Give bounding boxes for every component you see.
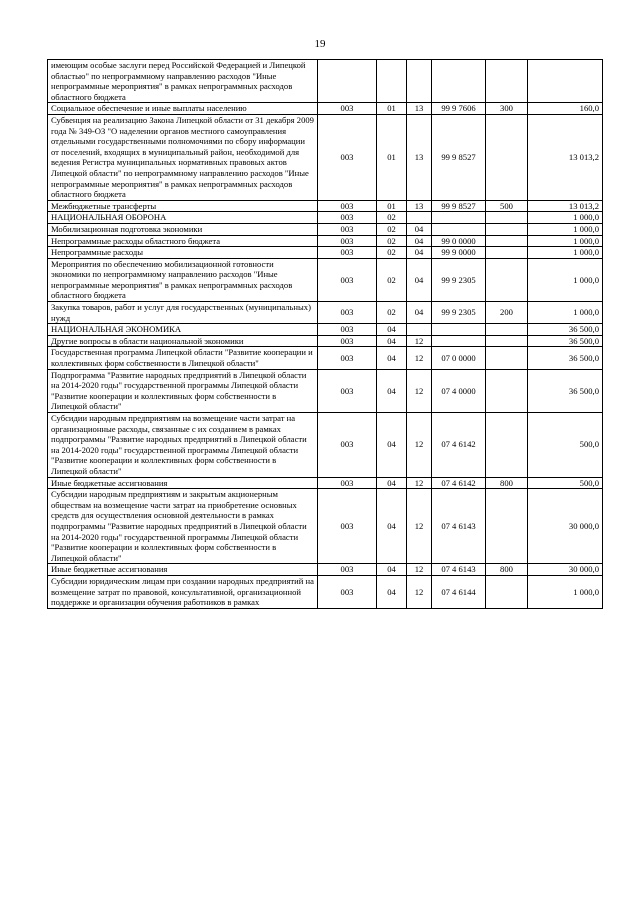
expense-type-code bbox=[486, 575, 528, 608]
department-code: 003 bbox=[318, 369, 377, 412]
amount: 36 500,0 bbox=[528, 335, 603, 347]
item-name: Мероприятия по обеспечению мобилизационной готовности экономики по непрограммному направлению расходов "Иные непрограммные мероприятия" в рамках непрограммных расходов областного бюджета bbox=[48, 258, 318, 301]
subsection-code: 13 bbox=[407, 114, 432, 200]
table-row bbox=[48, 335, 603, 347]
table-row bbox=[48, 489, 603, 564]
expense-type-code bbox=[486, 347, 528, 369]
target-article-code: 07 4 6143 bbox=[432, 564, 486, 576]
budget-table-body bbox=[48, 60, 603, 609]
expense-type-code bbox=[486, 60, 528, 103]
expense-type-code bbox=[486, 413, 528, 478]
amount: 36 500,0 bbox=[528, 369, 603, 412]
department-code: 003 bbox=[318, 114, 377, 200]
table-row bbox=[48, 564, 603, 576]
amount: 1 000,0 bbox=[528, 258, 603, 301]
section-code: 04 bbox=[377, 564, 407, 576]
item-name: имеющим особые заслуги перед Российской Федерацией и Липецкой областью" по непрограммному направлению расходов "Иные непрограммные мероприятия" в рамках непрограммных расходов областного бюджета bbox=[48, 60, 318, 103]
table-row bbox=[48, 247, 603, 259]
table-row bbox=[48, 477, 603, 489]
target-article-code: 07 4 6142 bbox=[432, 413, 486, 478]
section-code: 01 bbox=[377, 114, 407, 200]
target-article-code: 07 4 0000 bbox=[432, 369, 486, 412]
table-row bbox=[48, 347, 603, 369]
subsection-code: 12 bbox=[407, 564, 432, 576]
table-row bbox=[48, 324, 603, 336]
section-code bbox=[377, 60, 407, 103]
target-article-code: 99 9 2305 bbox=[432, 302, 486, 324]
expense-type-code bbox=[486, 324, 528, 336]
target-article-code bbox=[432, 223, 486, 235]
target-article-code: 07 0 0000 bbox=[432, 347, 486, 369]
amount: 36 500,0 bbox=[528, 347, 603, 369]
expense-type-code: 800 bbox=[486, 564, 528, 576]
table-row bbox=[48, 575, 603, 608]
department-code: 003 bbox=[318, 335, 377, 347]
target-article-code bbox=[432, 212, 486, 224]
item-name: Социальное обеспечение и иные выплаты населению bbox=[48, 103, 318, 115]
amount: 500,0 bbox=[528, 413, 603, 478]
target-article-code: 99 9 7606 bbox=[432, 103, 486, 115]
department-code: 003 bbox=[318, 247, 377, 259]
department-code: 003 bbox=[318, 564, 377, 576]
section-code: 01 bbox=[377, 200, 407, 212]
subsection-code: 04 bbox=[407, 223, 432, 235]
amount: 1 000,0 bbox=[528, 247, 603, 259]
section-code: 04 bbox=[377, 335, 407, 347]
expense-type-code bbox=[486, 223, 528, 235]
amount: 1 000,0 bbox=[528, 575, 603, 608]
table-row bbox=[48, 235, 603, 247]
subsection-code: 12 bbox=[407, 347, 432, 369]
section-code: 02 bbox=[377, 223, 407, 235]
subsection-code: 12 bbox=[407, 369, 432, 412]
item-name: Субвенция на реализацию Закона Липецкой области от 31 декабря 2009 года № 349-ОЗ "О наделении органов местного самоуправления отдельными государственными полномочиями по сбору информации от поселений, входящих в муниципальный район, необходимой для ведения Регистра муниципальных нормативных правовых актов Липецкой области" по непрограммному направлению расходов "Иные непрограммные мероприятия" в рамках непрограммных расходов областного бюджета bbox=[48, 114, 318, 200]
target-article-code: 99 9 8527 bbox=[432, 114, 486, 200]
subsection-code bbox=[407, 60, 432, 103]
department-code: 003 bbox=[318, 413, 377, 478]
table-row bbox=[48, 413, 603, 478]
expense-type-code: 200 bbox=[486, 302, 528, 324]
amount bbox=[528, 60, 603, 103]
amount: 30 000,0 bbox=[528, 564, 603, 576]
amount: 13 013,2 bbox=[528, 200, 603, 212]
table-row bbox=[48, 258, 603, 301]
item-name: Другие вопросы в области национальной экономики bbox=[48, 335, 318, 347]
section-code: 02 bbox=[377, 212, 407, 224]
item-name: Субсидии юридическим лицам при создании народных предприятий на возмещение затрат по правовой, консультативной, организационной поддержке и организации обучения работников в рамках bbox=[48, 575, 318, 608]
department-code: 003 bbox=[318, 302, 377, 324]
item-name: Закупка товаров, работ и услуг для государственных (муниципальных) нужд bbox=[48, 302, 318, 324]
target-article-code: 99 9 0000 bbox=[432, 247, 486, 259]
section-code: 04 bbox=[377, 369, 407, 412]
amount: 160,0 bbox=[528, 103, 603, 115]
amount: 1 000,0 bbox=[528, 212, 603, 224]
table-row bbox=[48, 114, 603, 200]
target-article-code: 99 0 0000 bbox=[432, 235, 486, 247]
expense-type-code bbox=[486, 369, 528, 412]
department-code: 003 bbox=[318, 235, 377, 247]
amount: 1 000,0 bbox=[528, 235, 603, 247]
item-name: Субсидии народным предприятиям и закрытым акционерным обществам на возмещение части затрат на приобретение основных средств для осуществления основной деятельности в рамках подпрограммы "Развитие народных предприятий в Липецкой области на 2014-2020 годы" государственной программы Липецкой области "Развитие кооперации и коллективных форм собственности в Липецкой области" bbox=[48, 489, 318, 564]
target-article-code: 07 4 6144 bbox=[432, 575, 486, 608]
subsection-code: 12 bbox=[407, 335, 432, 347]
department-code: 003 bbox=[318, 489, 377, 564]
item-name: Межбюджетные трансферты bbox=[48, 200, 318, 212]
subsection-code: 13 bbox=[407, 200, 432, 212]
expense-type-code bbox=[486, 114, 528, 200]
expense-type-code: 500 bbox=[486, 200, 528, 212]
section-code: 02 bbox=[377, 247, 407, 259]
item-name: Государственная программа Липецкой области "Развитие кооперации и коллективных форм собственности в Липецкой области" bbox=[48, 347, 318, 369]
subsection-code: 04 bbox=[407, 258, 432, 301]
item-name: Субсидии народным предприятиям на возмещение части затрат на организационные расходы, связанные с их созданием в рамках подпрограммы "Развитие народных предприятий в Липецкой области на 2014-2020 годы" государственной программы Липецкой области "Развитие кооперации и коллективных форм собственности в Липецкой области" bbox=[48, 413, 318, 478]
item-name: Непрограммные расходы bbox=[48, 247, 318, 259]
table-row bbox=[48, 60, 603, 103]
department-code bbox=[318, 60, 377, 103]
section-code: 04 bbox=[377, 413, 407, 478]
target-article-code bbox=[432, 324, 486, 336]
table-row bbox=[48, 200, 603, 212]
table-row bbox=[48, 302, 603, 324]
subsection-code: 12 bbox=[407, 575, 432, 608]
target-article-code: 07 4 6143 bbox=[432, 489, 486, 564]
target-article-code: 07 4 6142 bbox=[432, 477, 486, 489]
section-code: 04 bbox=[377, 347, 407, 369]
department-code: 003 bbox=[318, 212, 377, 224]
amount: 1 000,0 bbox=[528, 223, 603, 235]
department-code: 003 bbox=[318, 575, 377, 608]
subsection-code: 12 bbox=[407, 413, 432, 478]
budget-table bbox=[47, 59, 603, 609]
item-name: Мобилизационная подготовка экономики bbox=[48, 223, 318, 235]
subsection-code: 13 bbox=[407, 103, 432, 115]
item-name: НАЦИОНАЛЬНАЯ ЭКОНОМИКА bbox=[48, 324, 318, 336]
department-code: 003 bbox=[318, 324, 377, 336]
item-name: Непрограммные расходы областного бюджета bbox=[48, 235, 318, 247]
subsection-code: 04 bbox=[407, 247, 432, 259]
subsection-code: 12 bbox=[407, 477, 432, 489]
department-code: 003 bbox=[318, 258, 377, 301]
amount: 1 000,0 bbox=[528, 302, 603, 324]
section-code: 04 bbox=[377, 477, 407, 489]
department-code: 003 bbox=[318, 347, 377, 369]
item-name: Иные бюджетные ассигнования bbox=[48, 564, 318, 576]
section-code: 02 bbox=[377, 235, 407, 247]
expense-type-code bbox=[486, 258, 528, 301]
department-code: 003 bbox=[318, 200, 377, 212]
expense-type-code bbox=[486, 212, 528, 224]
amount: 36 500,0 bbox=[528, 324, 603, 336]
expense-type-code: 800 bbox=[486, 477, 528, 489]
table-row bbox=[48, 223, 603, 235]
item-name: Иные бюджетные ассигнования bbox=[48, 477, 318, 489]
amount: 500,0 bbox=[528, 477, 603, 489]
section-code: 02 bbox=[377, 302, 407, 324]
expense-type-code bbox=[486, 247, 528, 259]
table-row bbox=[48, 369, 603, 412]
subsection-code bbox=[407, 212, 432, 224]
subsection-code bbox=[407, 324, 432, 336]
subsection-code: 04 bbox=[407, 235, 432, 247]
expense-type-code bbox=[486, 235, 528, 247]
section-code: 04 bbox=[377, 575, 407, 608]
section-code: 04 bbox=[377, 324, 407, 336]
section-code: 01 bbox=[377, 103, 407, 115]
table-row bbox=[48, 103, 603, 115]
expense-type-code bbox=[486, 489, 528, 564]
target-article-code bbox=[432, 60, 486, 103]
target-article-code: 99 9 2305 bbox=[432, 258, 486, 301]
amount: 30 000,0 bbox=[528, 489, 603, 564]
department-code: 003 bbox=[318, 477, 377, 489]
section-code: 02 bbox=[377, 258, 407, 301]
page-number: 19 bbox=[314, 38, 326, 50]
expense-type-code: 300 bbox=[486, 103, 528, 115]
department-code: 003 bbox=[318, 103, 377, 115]
table-row bbox=[48, 212, 603, 224]
subsection-code: 04 bbox=[407, 302, 432, 324]
subsection-code: 12 bbox=[407, 489, 432, 564]
item-name: НАЦИОНАЛЬНАЯ ОБОРОНА bbox=[48, 212, 318, 224]
expense-type-code bbox=[486, 335, 528, 347]
target-article-code bbox=[432, 335, 486, 347]
section-code: 04 bbox=[377, 489, 407, 564]
amount: 13 013,2 bbox=[528, 114, 603, 200]
item-name: Подпрограмма "Развитие народных предприятий в Липецкой области на 2014-2020 годы" государственной программы Липецкой области "Развитие кооперации и коллективных форм собственности в Липецкой области" bbox=[48, 369, 318, 412]
target-article-code: 99 9 8527 bbox=[432, 200, 486, 212]
department-code: 003 bbox=[318, 223, 377, 235]
